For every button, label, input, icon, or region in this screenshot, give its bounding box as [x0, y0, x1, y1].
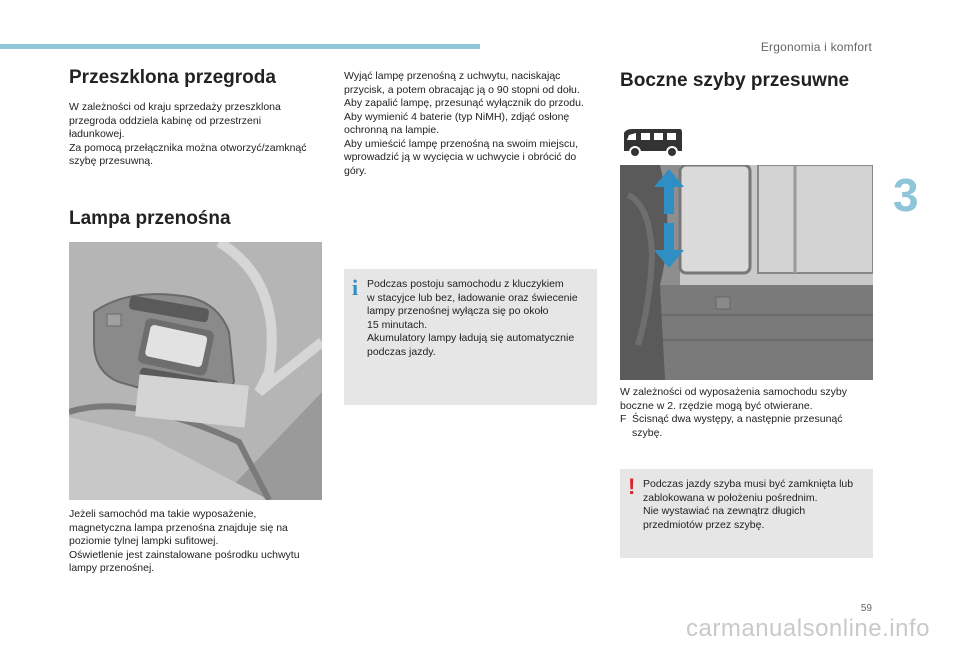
text-line: szybę przesuwną. — [69, 155, 154, 167]
text-line: góry. — [344, 164, 367, 177]
paragraph-lamp-usage — [344, 70, 604, 178]
text-line: w stacyjce lub bez, ładowanie oraz świecenie — [367, 291, 578, 304]
text-line: 15 minutach. — [367, 318, 428, 331]
paragraph-sliding-windows — [620, 386, 873, 440]
van-icon — [620, 125, 684, 161]
text-line: Akumulatory lampy ładują się automatycznie — [367, 332, 575, 344]
page-number: 59 — [860, 603, 872, 614]
bullet-marker: F — [620, 413, 627, 425]
text-line: Aby zapalić lampę, przesunąć wyłącznik do przodu. — [344, 97, 584, 109]
warning-note-text — [643, 478, 865, 532]
text-line: boczne w 2. rzędzie mogą być otwierane. — [620, 399, 813, 412]
text-line: ładunkowej. — [69, 128, 125, 140]
text-line: Nie wystawiać na zewnątrz długich — [643, 505, 806, 517]
top-accent-bar — [0, 44, 480, 49]
text-line: poziomie tylnej lampki sufitowej. — [69, 535, 219, 547]
text-line: W zależności od wyposażenia samochodu szyby — [620, 386, 848, 398]
text-line: Oświetlenie jest zainstalowane pośrodku uchwytu — [69, 548, 300, 561]
heading-portable-lamp: Lampa przenośna — [69, 208, 231, 229]
heading-glass-partition: Przeszklona przegroda — [69, 67, 276, 88]
section-title: Ergonomia i komfort — [760, 40, 872, 54]
watermark: carmanualsonline.info — [686, 615, 930, 642]
text-line: wprowadzić ją w wycięcia w uchwycie i obrócić do — [344, 151, 577, 163]
chapter-number: 3 — [893, 169, 919, 221]
text-line: Za pomocą przełącznika można otworzyć/zamknąć — [69, 141, 307, 154]
paragraph-glass-partition — [69, 101, 329, 169]
info-note — [344, 269, 597, 405]
text-line: przycisk, a potem obracając ją o 90 stopni od dołu. — [344, 83, 580, 96]
paragraph-lamp-location — [69, 508, 329, 576]
sliding-window-photo — [620, 165, 873, 380]
text-line: Podczas jazdy szyba musi być zamknięta lub — [643, 478, 854, 490]
text-line: magnetyczna lampa przenośna znajduje się na — [69, 521, 288, 534]
instruction-step — [620, 413, 873, 440]
text-line: W zależności od kraju sprzedaży przeszklona — [69, 101, 281, 113]
portable-lamp-photo — [69, 242, 322, 500]
text-line: Aby umieścić lampę przenośną na swoim miejscu, — [344, 137, 579, 150]
text-line: Aby wymienić 4 baterie (typ NiMH), zdjąć osłonę — [344, 110, 570, 123]
text-line: podczas jazdy. — [367, 345, 436, 358]
text-line: Podczas postoju samochodu z kluczykiem — [367, 278, 564, 290]
text-line: Wyjąć lampę przenośną z uchwytu, naciskając — [344, 70, 561, 82]
warning-icon: ! — [628, 474, 636, 499]
text-line: Jeżeli samochód ma takie wyposażenie, — [69, 508, 257, 520]
heading-sliding-windows: Boczne szyby przesuwne — [620, 70, 850, 91]
text-line: przegroda oddziela kabinę od przestrzeni — [69, 114, 262, 127]
arrow-up-icon — [654, 169, 684, 214]
info-note-text — [367, 278, 589, 359]
info-icon: i — [352, 275, 359, 300]
text-line: lampy przenośnej. — [69, 562, 155, 574]
arrow-down-icon — [654, 223, 684, 268]
warning-note — [620, 469, 873, 558]
text-line: zablokowana w położeniu pośrednim. — [643, 491, 818, 504]
text-line: lampy przenośnej wyłącza się po około — [367, 305, 549, 317]
text-line: Ścisnąć dwa występy, a następnie przesunąć — [632, 413, 843, 425]
text-line: ochronną na lampie. — [344, 124, 440, 136]
text-line: szybę. — [632, 426, 663, 439]
text-line: przedmiotów przez szybę. — [643, 518, 765, 531]
